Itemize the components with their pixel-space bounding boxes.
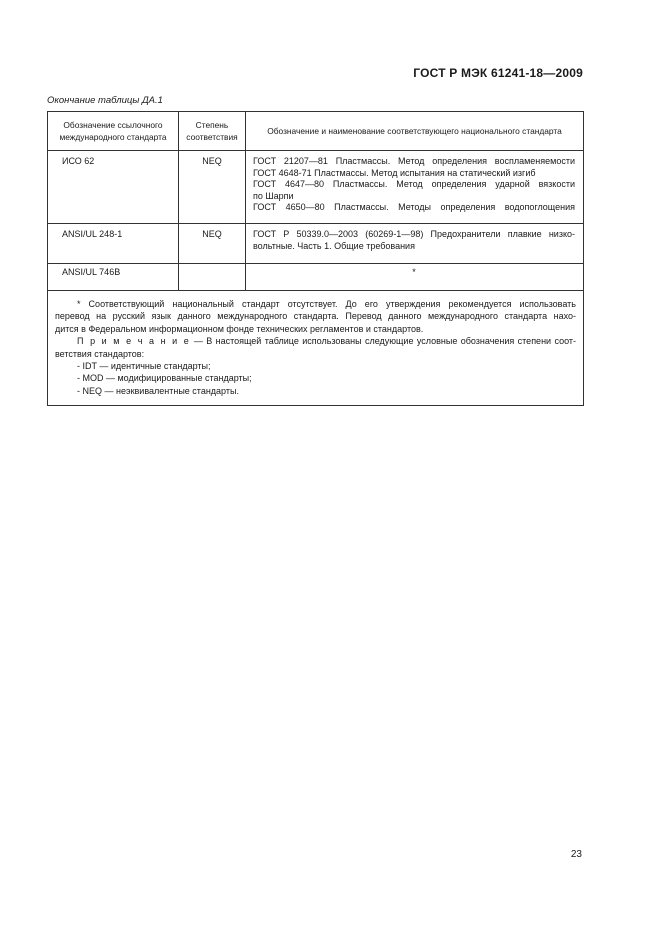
- national-standard-line: ГОСТ Р 50339.0—2003 (60269-1—98) Предохранители плавкие низко-: [253, 229, 575, 239]
- national-standard-line: ГОСТ 4647—80 Пластмассы. Метод определения ударной вязкости: [253, 179, 575, 190]
- note-label: П р и м е ч а н и е: [77, 336, 191, 347]
- table-row: [48, 264, 584, 291]
- cell-degree: NEQ: [179, 224, 246, 264]
- cell-national-standard: *: [246, 264, 584, 291]
- national-standard-line: по Шарпи: [253, 190, 294, 201]
- cell-degree: [179, 264, 246, 291]
- header-degree: Степень соответствия: [179, 112, 246, 151]
- national-standard-line: вольтные. Часть 1. Общие требования: [253, 240, 415, 251]
- legend-item: - IDT — идентичные стандарты;: [77, 361, 211, 372]
- header-national-standard: Обозначение и наименование соответствующего национального стандарта: [246, 112, 584, 151]
- legend-item: - NEQ — неэквивалентные стандарты.: [77, 385, 239, 396]
- legend-item: - MOD — модифицированные стандарты;: [77, 373, 252, 384]
- page-number: 23: [570, 849, 582, 860]
- national-standard-line: ГОСТ 4648-71 Пластмассы. Метод испытания на статический изгиб: [253, 167, 536, 178]
- national-standard-line: ГОСТ 4650—80 Пластмассы. Методы определения водопоглощения: [253, 202, 575, 213]
- cell-ref-standard: ИСО 62: [48, 151, 179, 224]
- cell-ref-standard: ANSI/UL 248-1: [48, 224, 179, 264]
- table-header-row: [48, 112, 584, 151]
- footnote-row: [48, 291, 584, 406]
- national-standard-line: ГОСТ 21207—81 Пластмассы. Метод определения воспламеняемости: [253, 156, 575, 166]
- header-ref-standard: Обозначение ссылочного международного стандарта: [48, 112, 179, 151]
- reference-standards-table: [47, 111, 584, 406]
- footnote-line: дится в Федеральном информационном фонде технических регламентов и стандартов.: [55, 323, 424, 334]
- document-code: ГОСТ Р МЭК 61241-18—2009: [413, 66, 583, 80]
- note-line: [55, 335, 576, 347]
- note-line: ветствия стандартов:: [55, 348, 145, 359]
- table-caption: Окончание таблицы ДА.1: [47, 95, 163, 106]
- cell-degree: NEQ: [179, 151, 246, 224]
- note-text: — В настоящей таблице использованы следующие условные обозначения степени соот-: [193, 336, 576, 347]
- table-row: [48, 224, 584, 264]
- cell-national-standard: [246, 224, 584, 264]
- table-row: [48, 151, 584, 224]
- cell-national-standard: [246, 151, 584, 224]
- footnote-line: перевод на русский язык данного международного стандарта. Перевод данного международного стандарта нахо-: [55, 311, 576, 322]
- footnote-line: * Соответствующий национальный стандарт отсутствует. До его утверждения рекомендуется использовать: [77, 299, 576, 309]
- footnote-cell: [48, 291, 584, 406]
- cell-ref-standard: ANSI/UL 746B: [48, 264, 179, 291]
